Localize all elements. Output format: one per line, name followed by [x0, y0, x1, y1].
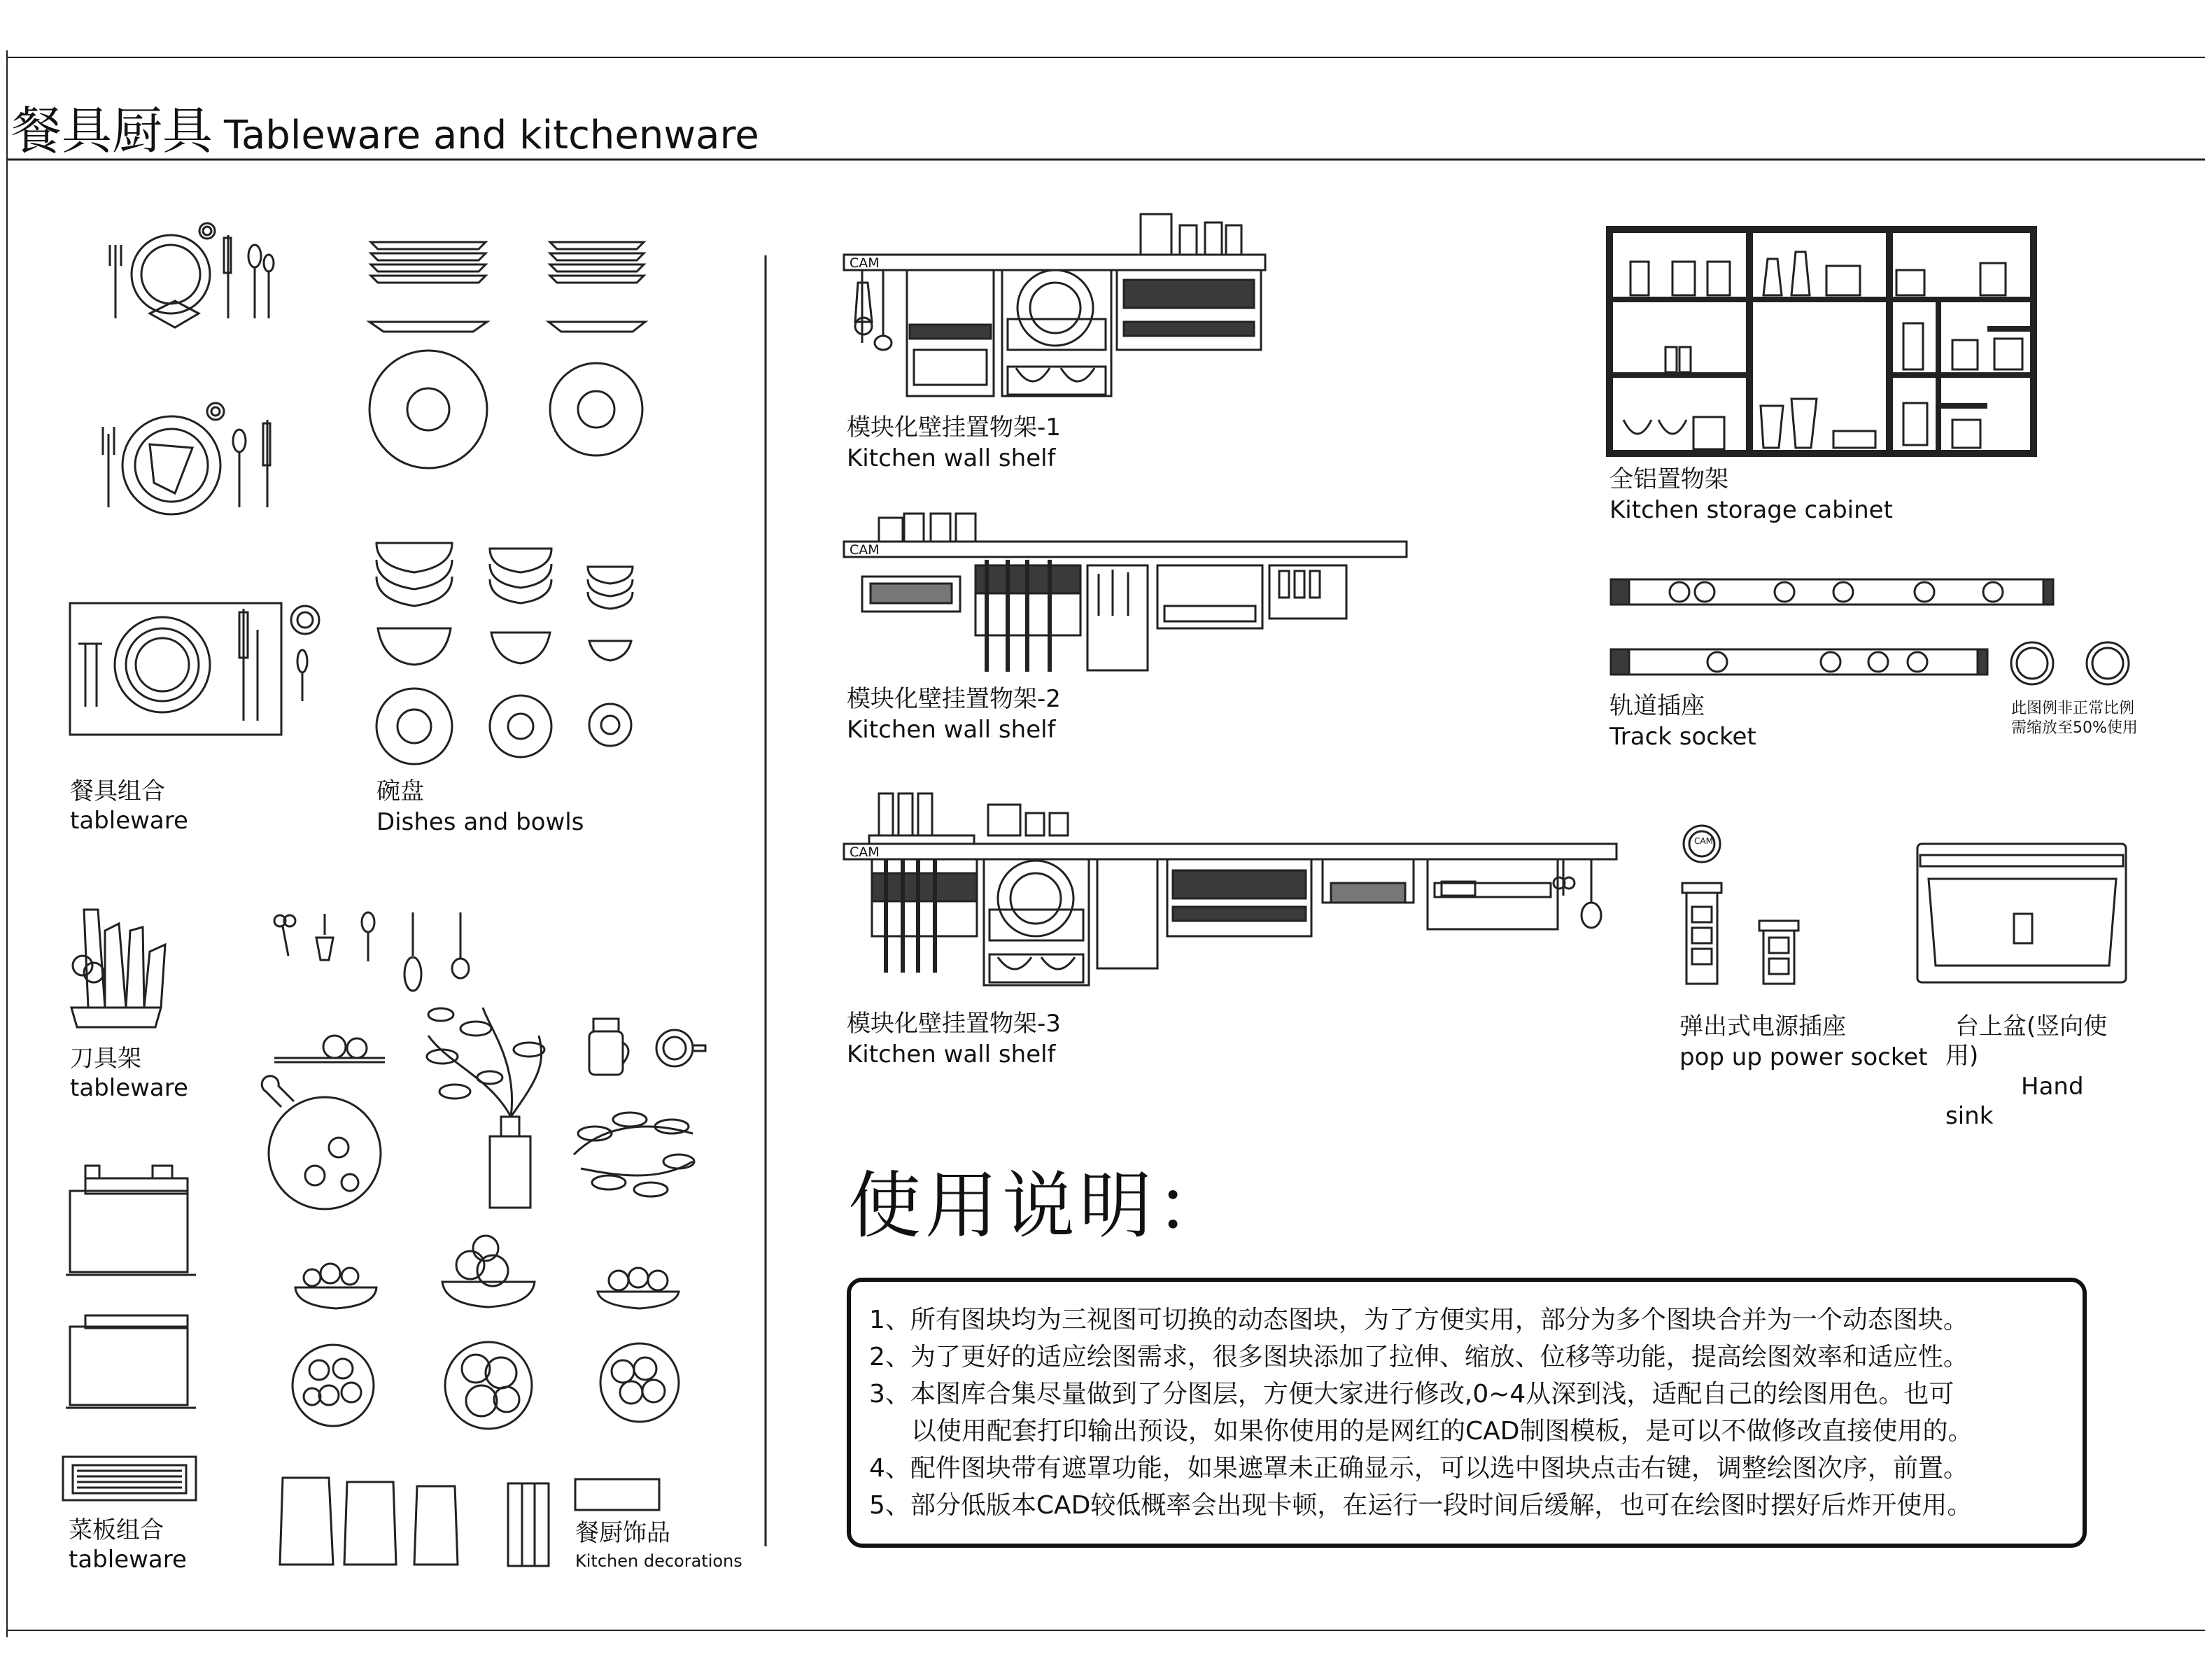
hand-sink-label-en-1: Hand — [2021, 1073, 2084, 1101]
socket-note-line-1: 此图例非正常比例 — [2011, 700, 2135, 717]
wall-shelf-2-label-en: Kitchen wall shelf — [847, 716, 1056, 744]
knife-rack-icon — [71, 910, 165, 1027]
place-setting-icon-1 — [110, 223, 274, 327]
track-socket-label-en: Track socket — [1609, 723, 1756, 751]
plate-stack-icon-2 — [549, 242, 645, 456]
dishes-bowls-label-cn: 碗盘 — [376, 777, 424, 805]
page-title — [11, 102, 759, 160]
plate-stack-icon-1 — [369, 242, 487, 468]
wall-shelf-2-icon — [844, 514, 1407, 672]
instructions-box — [847, 1278, 2087, 1548]
kitchen-decor-label-en: Kitchen decorations — [575, 1551, 742, 1571]
cutting-board-label-cn: 菜板组合 — [69, 1516, 164, 1544]
storage-cabinet-label-en: Kitchen storage cabinet — [1609, 496, 1893, 524]
shelf-2-tag: CAM — [850, 542, 880, 558]
place-setting-icon-3 — [70, 603, 319, 735]
instruction-line-4: 4、配件图块带有遮罩功能，如果遮罩未正确显示，可以选中图块点击右键，调整绘图次序，前置。 — [869, 1454, 1968, 1483]
tray-fruit-icon — [274, 1036, 385, 1062]
page-title-en: Tableware and kitchenware — [224, 113, 759, 158]
instruction-line-3: 3、本图库合集尽量做到了分图层，方便大家进行修改,0~4从深到浅，适配自己的绘图用色。也可 — [869, 1380, 1954, 1409]
cutting-board-label-en: tableware — [69, 1546, 187, 1574]
plant-top-icon — [574, 1113, 694, 1197]
shelf-1-tag: CAM — [850, 255, 880, 271]
storage-cabinet-label-cn: 全铝置物架 — [1609, 465, 1728, 493]
wall-shelf-1-label-cn: 模块化壁挂置物架-1 — [847, 414, 1061, 442]
instruction-line-3-cont: 以使用配套打印输出预设，如果你使用的是网红的CAD制图模板，是可以不做修改直接使用的。 — [911, 1417, 1973, 1446]
tableware-set-label-en: tableware — [70, 807, 188, 835]
popup-socket-tag: CAM — [1694, 836, 1713, 846]
instruction-line-1: 1、所有图块均为三视图可切换的动态图块，为了方便实用，部分为多个图块合并为一个动态图块。 — [869, 1306, 1968, 1334]
popup-socket-label-cn: 弹出式电源插座 — [1679, 1012, 1846, 1040]
jar-cup-icon — [589, 1019, 705, 1075]
dishes-bowls-label-en: Dishes and bowls — [376, 808, 584, 836]
instructions-heading: 使用说明： — [848, 1163, 1234, 1248]
popup-socket-label-en: pop up power socket — [1679, 1043, 1928, 1071]
fruit-bowl-icons — [293, 1236, 679, 1429]
bowl-stack-icon-1 — [376, 543, 452, 764]
wall-shelf-2-label-cn: 模块化壁挂置物架-2 — [847, 685, 1061, 713]
utensils-row-icon — [274, 912, 469, 991]
cutting-board-icon-1 — [66, 1166, 196, 1275]
wall-shelf-1-icon — [844, 214, 1265, 396]
hand-sink-label-en-2: sink — [1945, 1102, 1994, 1130]
wall-shelf-3-label-cn: 模块化壁挂置物架-3 — [847, 1010, 1061, 1038]
cutting-tray-icon — [262, 1076, 381, 1209]
track-socket-icon-1 — [1611, 579, 2053, 605]
place-setting-icon-2 — [103, 403, 270, 514]
grill-rack-icon — [63, 1457, 196, 1500]
track-socket-icon-2 — [1611, 642, 2129, 684]
track-socket-label-cn: 轨道插座 — [1609, 692, 1705, 720]
wall-shelf-3-icon — [844, 793, 1616, 985]
hand-sink-icon — [1917, 844, 2126, 982]
bowl-stack-icon-2 — [490, 549, 551, 757]
kitchen-decor-label-cn: 餐厨饰品 — [575, 1519, 670, 1547]
shelf-3-tag: CAM — [850, 845, 880, 860]
instruction-line-2: 2、为了更好的适应绘图需求，很多图块添加了拉伸、缩放、位移等功能，提高绘图效率和适应性。 — [869, 1343, 1968, 1371]
wall-shelf-3-label-en: Kitchen wall shelf — [847, 1040, 1056, 1068]
bowl-stack-icon-3 — [588, 567, 633, 746]
hand-sink-label-cn-2: 用) — [1945, 1042, 1979, 1070]
hand-sink-label-cn-1: 台上盆(竖向使 — [1955, 1012, 2108, 1040]
popup-socket-icon — [1682, 826, 1798, 984]
tableware-set-label-cn: 餐具组合 — [70, 777, 165, 805]
plant-vase-icon — [427, 1008, 544, 1208]
storage-cabinet-icon — [1609, 230, 2034, 453]
page-title-cn: 餐具厨具 — [11, 101, 213, 160]
socket-note-line-2: 需缩放至50%使用 — [2011, 719, 2138, 737]
wall-shelf-1-label-en: Kitchen wall shelf — [847, 444, 1056, 472]
knife-rack-label-en: tableware — [70, 1074, 188, 1102]
instruction-line-5: 5、部分低版本CAD较低概率会出现卡顿，在运行一段时间后缓解，也可在绘图时摆好后炸开使用。 — [869, 1491, 1973, 1520]
cutting-board-icon-2 — [66, 1315, 196, 1408]
knife-rack-label-cn: 刀具架 — [70, 1045, 141, 1073]
